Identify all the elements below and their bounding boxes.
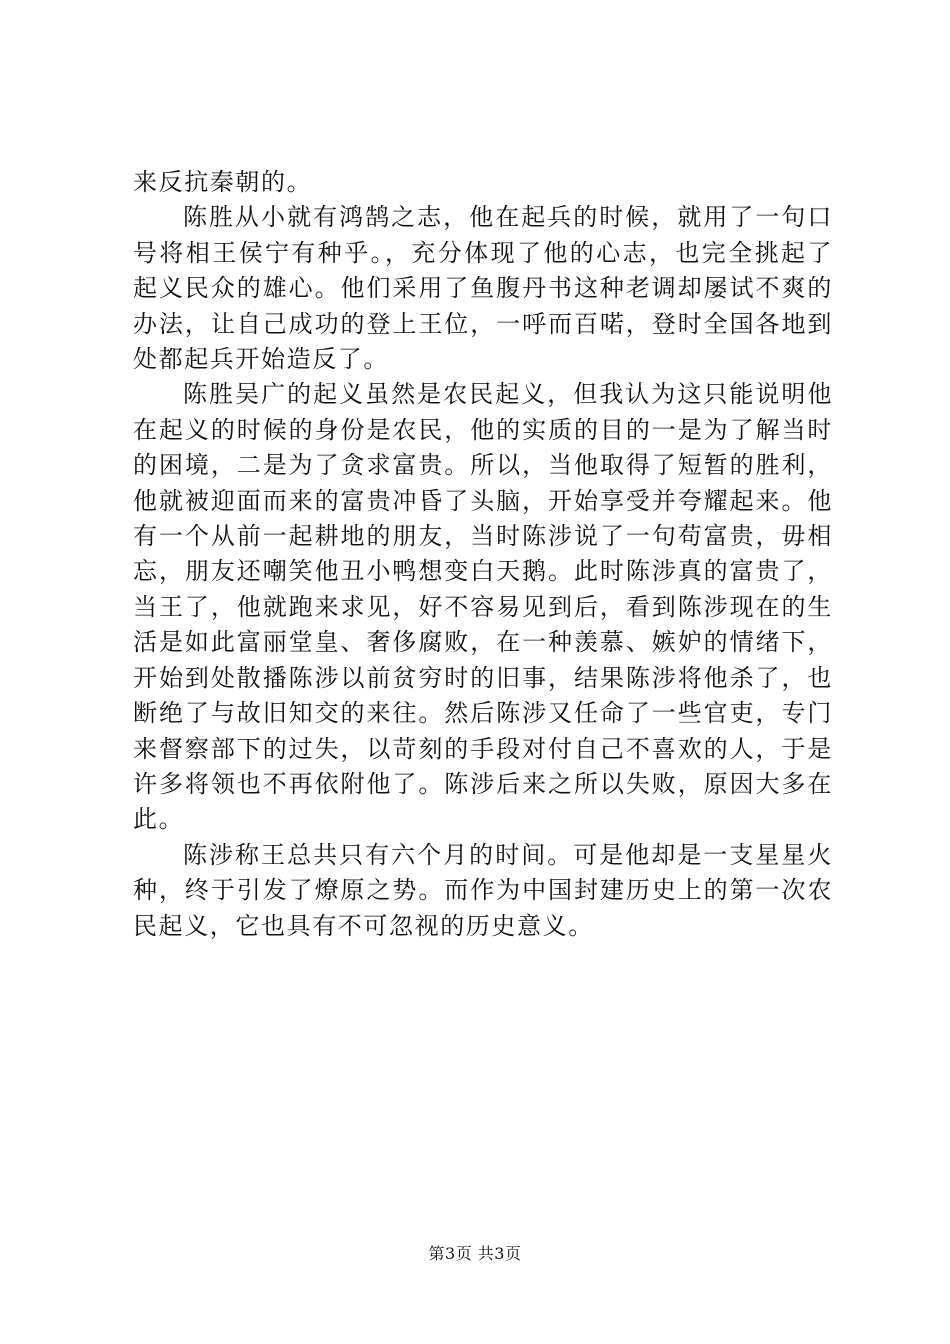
paragraph-historical-significance: 陈涉称王总共只有六个月的时间。可是他却是一支星星火种，终于引发了燎原之势。而作为中国封建历史上的第一次农民起义，它也具有不可忽视的历史意义。 [133,840,833,940]
paragraph-chen-sheng-ambition: 陈胜从小就有鸿鹄之志，他在起兵的时候，就用了一句口号将相王侯宁有种乎。，充分体现了他的心志，也完全挑起了起义民众的雄心。他们采用了鱼腹丹书这种老调却屡试不爽的办法，让自己成功的登上王位，一呼而百喏，登时全国各地到处都起兵开始造反了。 [133,203,833,374]
document-body [133,165,833,944]
paragraph-uprising-analysis: 陈胜吴广的起义虽然是农民起义，但我认为这只能说明他在起义的时候的身份是农民，他的实质的目的一是为了解当时的困境，二是为了贪求富贵。所以，当他取得了短暂的胜利，他就被迎面而来的富贵冲昏了头脑，开始享受并夸耀起来。他有一个从前一起耕地的朋友，当时陈涉说了一句苟富贵，毋相忘，朋友还嘲笑他丑小鸭想变白天鹅。此时陈涉真的富贵了，当王了，他就跑来求见，好不容易见到后，看到陈涉现在的生活是如此富丽堂皇、奢侈腐败，在一种羡慕、嫉妒的情绪下，开始到处散播陈涉以前贫穷时的旧事，结果陈涉将他杀了，也断绝了与故旧知交的来往。然后陈涉又任命了一些官吏，专门来督察部下的过失，以苛刻的手段对付自己不喜欢的人，于是许多将领也不再依附他了。陈涉后来之所以失败，原因大多在此。 [133,380,833,834]
paragraph-continuation: 来反抗秦朝的。 [133,168,313,196]
page-number-footer: 第3页 共3页 [428,1244,522,1263]
